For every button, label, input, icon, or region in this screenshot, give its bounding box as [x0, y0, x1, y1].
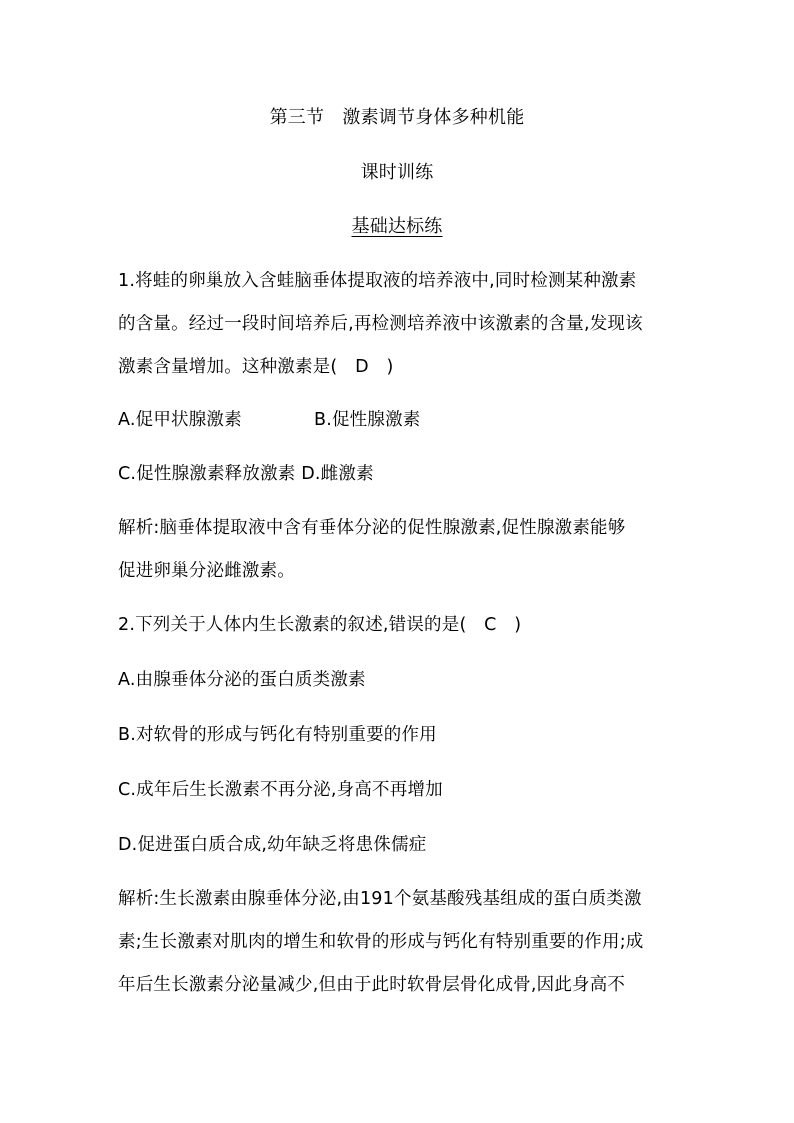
q1-stem-line-3: 激素含量增加。这种激素是( D ) — [118, 357, 394, 377]
section-heading: 基础达标练 — [351, 216, 443, 237]
q2-option-b: B.对软骨的形成与钙化有特别重要的作用 — [118, 725, 437, 745]
q1-analysis-line-2: 促进卵巢分泌雌激素。 — [118, 561, 295, 581]
q2-stem: 2.下列关于人体内生长激素的叙述,错误的是( C ) — [118, 615, 522, 635]
page-title: 第三节 激素调节身体多种机能 — [269, 107, 525, 128]
q1-options-row-1 — [118, 409, 421, 431]
q2-option-a: A.由腺垂体分泌的蛋白质类激素 — [118, 670, 366, 690]
q1-stem-line-2: 的含量。经过一段时间培养后,再检测培养液中该激素的含量,发现该 — [118, 314, 643, 334]
q1-option-a: A.促甲状腺激素 — [118, 410, 242, 430]
q2-analysis-line-3: 年后生长激素分泌量减少,但由于此时软骨层骨化成骨,因此身高不 — [118, 975, 626, 995]
page-subtitle: 课时训练 — [360, 162, 434, 183]
q2-option-d: D.促进蛋白质合成,幼年缺乏将患侏儒症 — [118, 835, 427, 855]
q2-analysis-line-1: 解析:生长激素由腺垂体分泌,由191个氨基酸残基组成的蛋白质类激 — [118, 889, 642, 909]
q1-option-b: B.促性腺激素 — [314, 410, 421, 430]
q1-options-row-2: C.促性腺激素释放激素 D.雌激素 — [118, 464, 374, 484]
q2-analysis-line-2: 素;生长激素对肌肉的增生和软骨的形成与钙化有特别重要的作用;成 — [118, 932, 644, 952]
q2-option-c: C.成年后生长激素不再分泌,身高不再增加 — [118, 780, 443, 800]
q1-analysis-line-1: 解析:脑垂体提取液中含有垂体分泌的促性腺激素,促性腺激素能够 — [118, 518, 626, 538]
q1-stem-line-1: 1.将蛙的卵巢放入含蛙脑垂体提取液的培养液中,同时检测某种激素 — [118, 271, 637, 291]
